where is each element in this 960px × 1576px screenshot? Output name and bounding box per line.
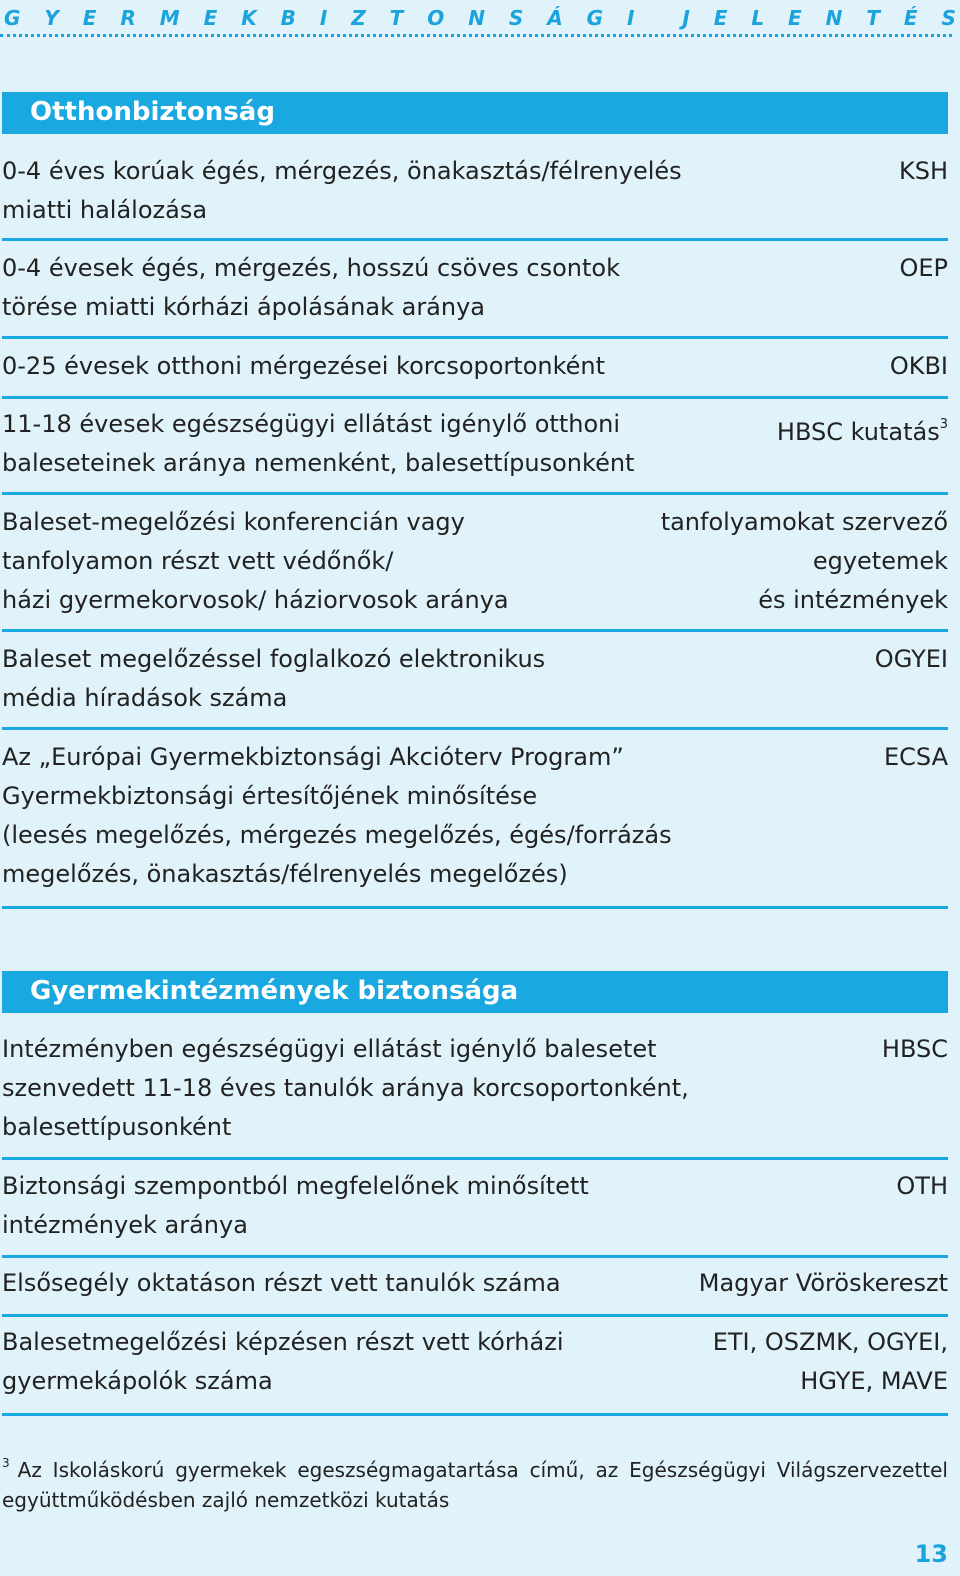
header-letter: G bbox=[586, 6, 604, 30]
indicator-label: Az „Európai Gyermekbiztonsági Akcióterv Program” Gyermekbiztonsági értesítőjének minősítése (leesés megelőzés, mérgezés megelőzés, égés/forrázás megelőzés, önakasztás/félrenyelés megelőzés) bbox=[2, 743, 672, 888]
data-source: ETI, OSZMK, OGYEI, HGYE, MAVE bbox=[712, 1328, 948, 1395]
header-letter: E bbox=[203, 6, 218, 30]
header-letter: I bbox=[319, 6, 328, 30]
section-bottom-rule bbox=[2, 906, 948, 909]
running-header-title bbox=[4, 6, 956, 30]
header-letter: Á bbox=[547, 6, 563, 30]
data-source: Magyar Vöröskereszt bbox=[698, 1269, 948, 1297]
header-letter: S bbox=[508, 6, 524, 30]
table-row bbox=[2, 1264, 948, 1303]
data-source: OEP bbox=[899, 254, 948, 282]
indicator-label: 0-4 évesek égés, mérgezés, hosszú csöves csontok törése miatti kórházi ápolásának aránya bbox=[2, 254, 621, 321]
header-letter: T bbox=[866, 6, 880, 30]
data-source: ECSA bbox=[883, 743, 948, 771]
data-source bbox=[777, 405, 948, 452]
section-title: Otthonbiztonság bbox=[30, 97, 275, 127]
table-row bbox=[2, 640, 948, 718]
row-divider bbox=[2, 1314, 948, 1317]
data-source: OTH bbox=[896, 1172, 948, 1200]
header-letter: N bbox=[468, 6, 485, 30]
row-divider bbox=[2, 1255, 948, 1258]
table-row bbox=[2, 152, 948, 230]
header-letter: Z bbox=[351, 6, 366, 30]
header-letter: G bbox=[4, 6, 21, 30]
table-row bbox=[2, 249, 948, 327]
running-header bbox=[0, 0, 960, 40]
table-row bbox=[2, 503, 948, 620]
section-heading-gyermekintezmenyek bbox=[2, 971, 948, 1013]
section-heading-otthonbiztonsag bbox=[2, 92, 948, 134]
header-letter: É bbox=[903, 6, 918, 30]
data-source: HBSC bbox=[881, 1035, 948, 1063]
data-source: OGYEI bbox=[874, 645, 948, 673]
indicator-label: Elsősegély oktatáson részt vett tanulók száma bbox=[2, 1269, 561, 1297]
indicator-label: 0-25 évesek otthoni mérgezései korcsoportonként bbox=[2, 352, 606, 380]
header-letter: S bbox=[941, 6, 956, 30]
row-divider bbox=[2, 238, 948, 241]
table-row bbox=[2, 1167, 948, 1245]
row-divider bbox=[2, 492, 948, 495]
header-letter: B bbox=[280, 6, 296, 30]
indicator-label: Baleset-megelőzési konferencián vagy tanfolyamon részt vett védőnők/ házi gyermekorvosok/ háziorvosok aránya bbox=[2, 508, 509, 614]
header-letter: O bbox=[427, 6, 445, 30]
header-letter: K bbox=[241, 6, 257, 30]
indicator-label: 0-4 éves korúak égés, mérgezés, önakasztás/félrenyelés miatti halálozása bbox=[2, 157, 682, 224]
row-divider bbox=[2, 727, 948, 730]
footnote bbox=[2, 1448, 948, 1515]
header-letter: E bbox=[713, 6, 728, 30]
table-row bbox=[2, 405, 948, 483]
data-source: OKBI bbox=[889, 352, 948, 380]
indicator-label: Baleset megelőzéssel foglalkozó elektronikus média híradások száma bbox=[2, 645, 546, 712]
row-divider bbox=[2, 629, 948, 632]
section-bottom-rule bbox=[2, 1413, 948, 1416]
header-letter: M bbox=[159, 6, 180, 30]
header-letter: E bbox=[82, 6, 97, 30]
indicator-label: Intézményben egészségügyi ellátást igénylő balesetet szenvedett 11-18 éves tanulók aránya korcsoportonként, balesettípusonként bbox=[2, 1035, 689, 1141]
header-letter: T bbox=[389, 6, 404, 30]
table-row bbox=[2, 347, 948, 386]
header-letter: I bbox=[627, 6, 635, 30]
table-row bbox=[2, 738, 948, 894]
row-divider bbox=[2, 396, 948, 399]
header-letter: R bbox=[120, 6, 136, 30]
data-source: tanfolyamokat szervező egyetemek és intézmények bbox=[660, 508, 948, 614]
header-dotted-rule bbox=[0, 34, 952, 37]
table-row bbox=[2, 1323, 948, 1401]
row-divider bbox=[2, 336, 948, 339]
header-letter: E bbox=[788, 6, 802, 30]
footnote-marker: 3 bbox=[2, 1456, 10, 1470]
data-source: KSH bbox=[898, 157, 948, 185]
row-divider bbox=[2, 1157, 948, 1160]
section-title: Gyermekintézmények biztonsága bbox=[30, 976, 519, 1006]
header-letter: N bbox=[825, 6, 843, 30]
indicator-label: 11-18 évesek egészségügyi ellátást igénylő otthoni baleseteinek aránya nemenként, balesettípusonként bbox=[2, 410, 635, 477]
page-number: 13 bbox=[914, 1540, 948, 1568]
data-source-text: HBSC kutatás bbox=[776, 418, 940, 446]
footnote-reference: 3 bbox=[939, 417, 948, 432]
header-letter: L bbox=[751, 6, 765, 30]
indicator-label: Balesetmegelőzési képzésen részt vett kórházi gyermekápolók száma bbox=[2, 1328, 564, 1395]
indicator-label: Biztonsági szempontból megfelelőnek minősített intézmények aránya bbox=[2, 1172, 589, 1239]
header-letter: J bbox=[682, 6, 690, 30]
header-letter: Y bbox=[44, 6, 59, 30]
footnote-text: Az Iskoláskorú gyermekek egeszségmagatartása című, az Egészségügyi Világszervezettel együttműködésben zajló nemzetközi kutatás bbox=[2, 1458, 948, 1512]
table-row bbox=[2, 1030, 948, 1147]
